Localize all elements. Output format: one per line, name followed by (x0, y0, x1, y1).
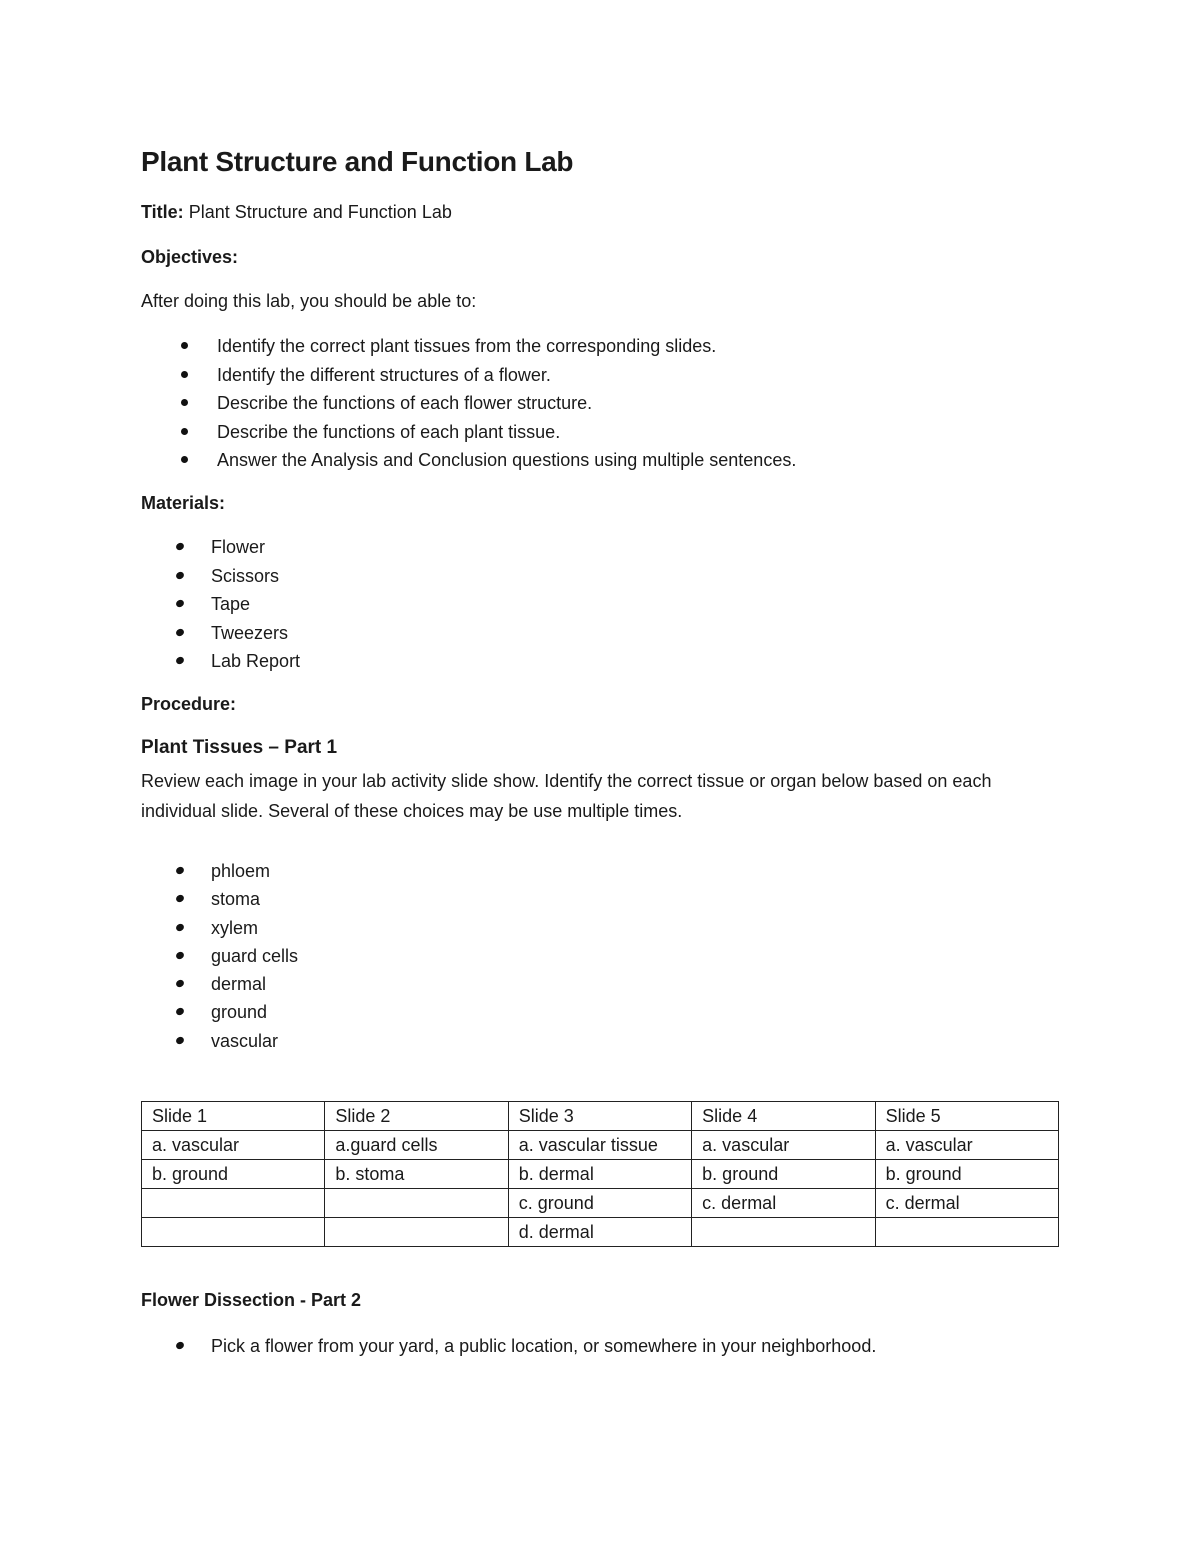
table-header-cell: Slide 2 (325, 1102, 508, 1131)
bullet-icon (181, 399, 188, 406)
table-cell: b. dermal (508, 1160, 691, 1189)
table-row (142, 1160, 1059, 1189)
table-cell: c. ground (508, 1189, 691, 1218)
bullet-icon (175, 1035, 185, 1045)
list-item: Describe the functions of each plant tissue. (217, 419, 796, 448)
part1-paragraph: Review each image in your lab activity slide show. Identify the correct tissue or organ below based on each individual slide. Several of these choices may be use multiple times. (141, 771, 992, 821)
table-header-cell: Slide 1 (142, 1102, 325, 1131)
list-item: ground (211, 999, 298, 1027)
list-item: vascular (211, 1028, 298, 1056)
list-item: Tweezers (211, 620, 300, 649)
bullet-icon (181, 342, 188, 349)
list-item: stoma (211, 886, 298, 914)
list-item: phloem (211, 858, 298, 886)
table-header-cell: Slide 5 (875, 1102, 1058, 1131)
table-cell (142, 1218, 325, 1247)
bullet-icon (175, 656, 185, 666)
bullet-icon (181, 371, 188, 378)
table-cell: b. ground (875, 1160, 1058, 1189)
list-item: Pick a flower from your yard, a public location, or somewhere in your neighborhood. (211, 1333, 876, 1359)
list-item: Scissors (211, 563, 300, 592)
table-cell (875, 1218, 1058, 1247)
bullet-icon (175, 894, 185, 904)
table-cell: a. vascular (692, 1131, 875, 1160)
bullet-icon (175, 599, 185, 609)
table-cell (325, 1218, 508, 1247)
materials-heading: Materials: (141, 493, 226, 513)
table-cell: b. stoma (325, 1160, 508, 1189)
bullet-icon (175, 951, 185, 961)
objectives-intro: After doing this lab, you should be able to: (141, 291, 477, 311)
objectives-list (217, 333, 796, 476)
part1-heading: Plant Tissues – Part 1 (141, 737, 338, 758)
table-cell: c. dermal (875, 1189, 1058, 1218)
bullet-icon (175, 570, 185, 580)
bullet-icon (175, 866, 185, 876)
table-cell: d. dermal (508, 1218, 691, 1247)
table-header-cell: Slide 3 (508, 1102, 691, 1131)
table-cell (325, 1189, 508, 1218)
list-item: Answer the Analysis and Conclusion questions using multiple sentences. (217, 447, 796, 476)
list-item: Lab Report (211, 648, 300, 677)
title-value: Plant Structure and Function Lab (188, 202, 452, 222)
tissue-choices-list (211, 858, 298, 1056)
bullet-icon (175, 979, 185, 989)
list-item: dermal (211, 971, 298, 999)
table-row (142, 1131, 1059, 1160)
list-item: Tape (211, 591, 300, 620)
document-heading: Plant Structure and Function Lab (141, 146, 574, 177)
bullet-icon (175, 922, 185, 932)
bullet-icon (175, 627, 185, 637)
list-item: guard cells (211, 943, 298, 971)
table-cell: a.guard cells (325, 1131, 508, 1160)
table-cell: b. ground (692, 1160, 875, 1189)
list-item: Identify the different structures of a flower. (217, 362, 796, 391)
dissection-steps-list (211, 1333, 876, 1359)
procedure-heading: Procedure: (141, 694, 237, 714)
table-header-cell: Slide 4 (692, 1102, 875, 1131)
list-item: Flower (211, 534, 300, 563)
title-label: Title: (141, 202, 184, 222)
table-cell: b. ground (142, 1160, 325, 1189)
table-cell: a. vascular (142, 1131, 325, 1160)
list-item: xylem (211, 915, 298, 943)
table-cell: c. dermal (692, 1189, 875, 1218)
table-cell: a. vascular (875, 1131, 1058, 1160)
slide-answers-table (141, 1101, 1059, 1247)
bullet-icon (175, 1007, 185, 1017)
table-cell: a. vascular tissue (508, 1131, 691, 1160)
bullet-icon (175, 1341, 185, 1351)
objectives-heading: Objectives: (141, 247, 239, 267)
table-header-row (142, 1102, 1059, 1131)
bullet-icon (181, 428, 188, 435)
materials-list (211, 534, 300, 677)
part2-heading: Flower Dissection - Part 2 (141, 1290, 362, 1310)
list-item: Identify the correct plant tissues from the corresponding slides. (217, 333, 796, 362)
bullet-icon (175, 542, 185, 552)
table-row (142, 1218, 1059, 1247)
table-cell (692, 1218, 875, 1247)
list-item: Describe the functions of each flower structure. (217, 390, 796, 419)
table-cell (142, 1189, 325, 1218)
table-row (142, 1189, 1059, 1218)
bullet-icon (181, 456, 188, 463)
title-line (141, 199, 452, 225)
